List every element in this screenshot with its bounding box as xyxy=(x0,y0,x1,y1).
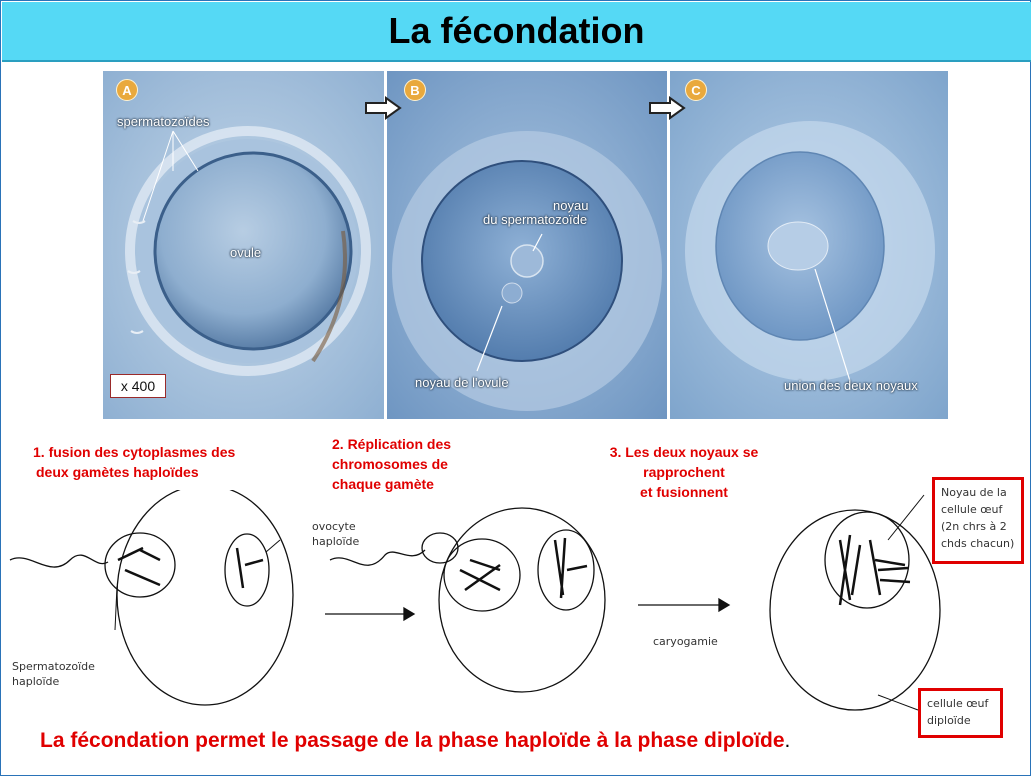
step-2-line-1: 2. Réplication des xyxy=(332,436,452,452)
noyau-cellule-oeuf-box xyxy=(932,477,1024,564)
label-ovocyte-line-1: ovocyte xyxy=(312,520,356,533)
step-2-line-2: chromosomes de xyxy=(332,456,448,472)
stage3-nucleus xyxy=(825,512,909,608)
label-noyau-sperm-2: du spermatozoïde xyxy=(483,212,588,227)
step-3-line-1: 3. Les deux noyaux se xyxy=(609,444,759,460)
step-1-line-1: 1. fusion des cytoplasmes des xyxy=(33,444,236,460)
label-union: union des deux noyaux xyxy=(784,378,918,393)
badge-b: B xyxy=(404,79,426,101)
label-ovule: ovule xyxy=(230,245,262,260)
step-3-line-3: et fusionnent xyxy=(640,484,728,500)
noyau-box-line-2: cellule œuf xyxy=(941,503,1003,516)
page-title: La fécondation xyxy=(388,10,645,51)
label-sperm-line-2: haploïde xyxy=(12,675,60,688)
magnification-label: x 400 xyxy=(110,374,166,398)
stage3-egg-cell xyxy=(770,510,940,710)
photo-panel-c xyxy=(670,71,948,419)
label-sperm-line-1: Spermatozoïde xyxy=(12,660,95,673)
stage1-ovocyte-nucleus xyxy=(225,534,269,606)
photo-panel-b xyxy=(387,71,667,419)
sketch-diagram xyxy=(0,490,1033,730)
badge-a: A xyxy=(116,79,138,101)
label-ovocyte-line-2: haploïde xyxy=(312,535,360,548)
step-1-line-2: deux gamètes haploïdes xyxy=(36,464,199,480)
label-spermatozoide xyxy=(12,659,95,689)
arrow-b-to-c-icon xyxy=(648,96,688,120)
step-2-text xyxy=(332,434,451,494)
noyau-box-line-4: chds chacun) xyxy=(941,537,1015,550)
cellule-box-line-1: cellule œuf xyxy=(927,697,989,710)
arrow-a-to-b-icon xyxy=(364,96,404,120)
label-spermatozoides: spermatozoïdes xyxy=(117,114,210,129)
label-noyau-sperm-1: noyau xyxy=(553,198,589,213)
photo-c-image xyxy=(670,71,948,419)
noyau-box-line-1: Noyau de la xyxy=(941,486,1007,499)
conclusion-text xyxy=(40,729,790,753)
step-2-line-3: chaque gamète xyxy=(332,476,434,492)
photo-panel-a xyxy=(103,71,384,419)
step-3-line-2: rapprochent xyxy=(643,464,725,480)
label-caryogamie: caryogamie xyxy=(653,635,718,648)
label-ovocyte xyxy=(312,519,359,549)
cellule-oeuf-box xyxy=(918,688,1003,738)
conclusion-sentence: La fécondation permet le passage de la phase haploïde à la phase diploïde xyxy=(40,729,785,752)
badge-c: C xyxy=(685,79,707,101)
conclusion-period: . xyxy=(784,729,791,752)
cellule-box-line-2: diploïde xyxy=(927,714,971,727)
photo-b-image xyxy=(387,71,667,419)
title-bar xyxy=(2,2,1031,62)
noyau-box-line-3: (2n chrs à 2 xyxy=(941,520,1007,533)
step-1-text xyxy=(33,442,235,482)
label-noyau-ovule: noyau de l'ovule xyxy=(415,375,509,390)
stage1-sperm-nucleus xyxy=(105,533,175,597)
stage1-sperm-tail xyxy=(10,555,108,567)
